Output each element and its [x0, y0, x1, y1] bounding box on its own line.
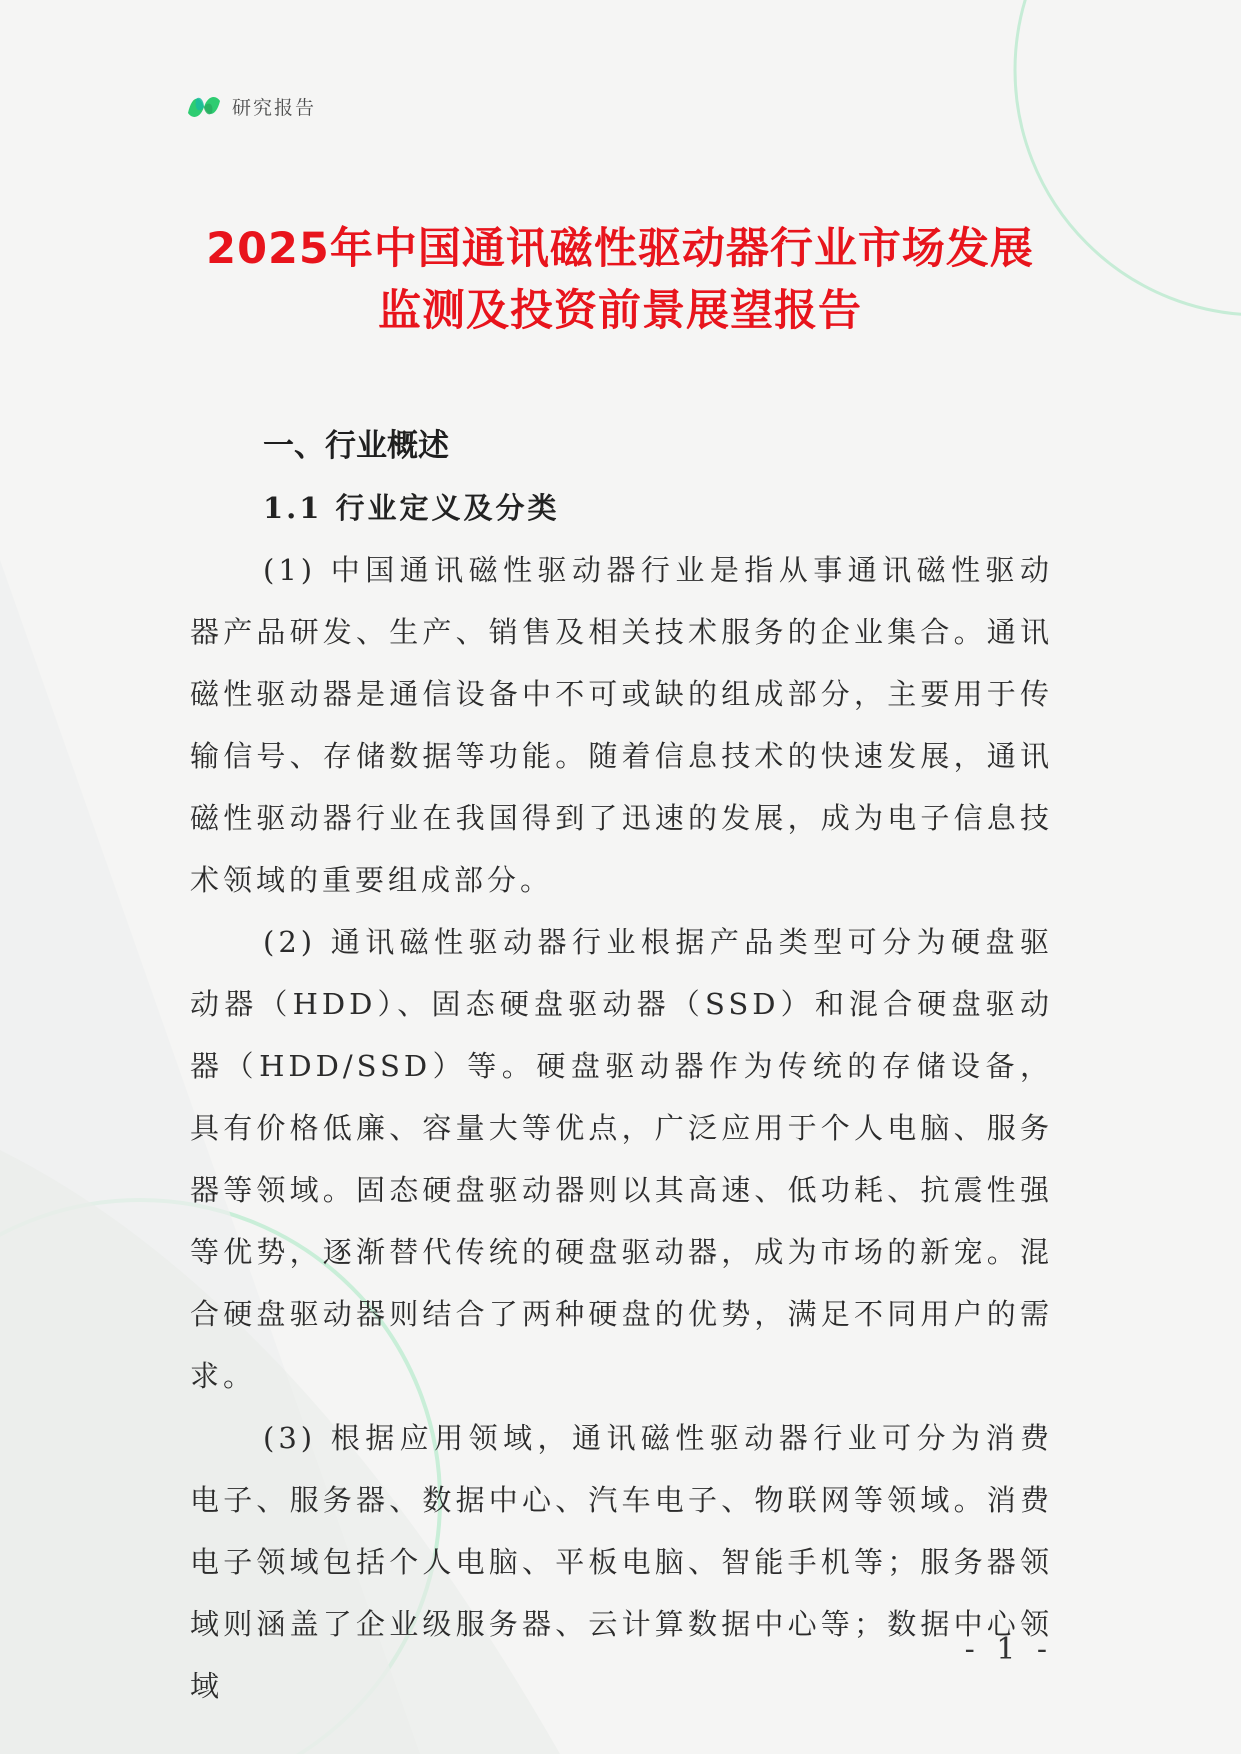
paragraph-3: (3) 根据应用领域，通讯磁性驱动器行业可分为消费电子、服务器、数据中心、汽车电子、物联网等领域。消费电子领域包括个人电脑、平板电脑、智能手机等；服务器领域则涵盖了企业级服务器、云计算数据中心等；数据中心领域	[190, 1421, 1053, 1703]
header-label: 研究报告	[232, 96, 317, 119]
title-line-1: 2025年中国通讯磁性驱动器行业市场发展	[206, 224, 1034, 274]
document-title	[150, 218, 1090, 342]
title-line-2: 监测及投资前景展望报告	[378, 286, 862, 336]
paragraph-1: (1) 中国通讯磁性驱动器行业是指从事通讯磁性驱动器产品研发、生产、销售及相关技术服务的企业集合。通讯磁性驱动器是通信设备中不可或缺的组成部分，主要用于传输信号、存储数据等功能。随着信息技术的快速发展，通讯磁性驱动器行业在我国得到了迅速的发展，成为电子信息技术领域的重要组成部分。	[190, 553, 1053, 897]
subsection-heading: 1.1 行业定义及分类	[263, 491, 560, 525]
document-header	[186, 90, 316, 122]
report-logo-icon	[186, 91, 222, 121]
document-body	[190, 415, 1053, 1717]
paragraph-2: (2) 通讯磁性驱动器行业根据产品类型可分为硬盘驱动器（HDD）、固态硬盘驱动器（SSD）和混合硬盘驱动器（HDD/SSD）等。硬盘驱动器作为传统的存储设备，具有价格低廉、容量大等优点，广泛应用于个人电脑、服务器等领域。固态硬盘驱动器则以其高速、低功耗、抗震性强等优势，逐渐替代传统的硬盘驱动器，成为市场的新宠。混合硬盘驱动器则结合了两种硬盘的优势，满足不同用户的需求。	[190, 925, 1053, 1393]
page-number: - 1 -	[964, 1632, 1053, 1667]
section-heading: 一、行业概述	[263, 428, 449, 464]
